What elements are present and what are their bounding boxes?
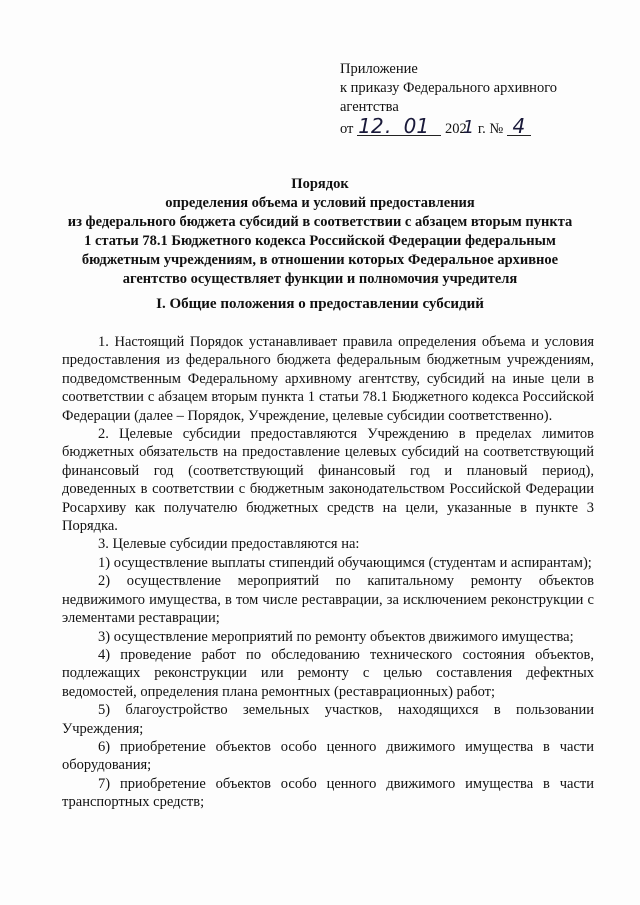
list-item: 5) благоустройство земельных участков, находящихся в пользовании Учреждения;: [62, 702, 594, 737]
list-item: 1) осуществление выплаты стипендий обучающимся (студентам и аспирантам);: [98, 554, 592, 571]
list-item: 6) приобретение объектов особо ценного движимого имущества в части оборудования;: [62, 738, 594, 774]
handwritten-month: 01: [391, 117, 441, 136]
title-line-3: из федерального бюджета субсидий в соответствии с абзацем вторым пункта: [67, 214, 573, 230]
date-separator: .: [385, 114, 392, 138]
section-title: I. Общие положения о предоставлении субсидий: [156, 296, 484, 312]
handwritten-day: 12: [358, 114, 384, 138]
title-line-5: бюджетным учреждениям, в отношении которых Федеральное архивное: [81, 252, 559, 268]
year-prefix: 202: [445, 121, 467, 137]
handwritten-year-digit: 1: [462, 117, 475, 138]
date-prefix: от: [340, 121, 354, 137]
appendix-header: [340, 60, 557, 139]
list-item: 7) приобретение объектов особо ценного движимого имущества в части транспортных средств;: [62, 775, 594, 811]
list-item: 4) проведение работ по обследованию технического состояния объектов, подлежащих реконструкции или ремонту с целью составления дефектных ведомостей, определения плана ремонтных (реставрационных) работ;: [62, 646, 594, 700]
list-item: 2) осуществление мероприятий по капитальному ремонту объектов недвижимого имущества, в том числе реставрации, за исключением реконструкции с элементами реставрации;: [62, 573, 594, 627]
paragraph: 3. Целевые субсидии предоставляются на:: [98, 536, 360, 553]
handwritten-order-number: 4: [507, 117, 531, 136]
title-line-4: 1 статьи 78.1 Бюджетного кодекса Российской Федерации федеральным: [84, 233, 556, 249]
title-line-6: агентство осуществляет функции и полномочия учредителя: [122, 271, 518, 287]
appendix-line-2: к приказу Федерального архивного: [340, 80, 558, 96]
title-line-2: определения объема и условий предоставления: [165, 195, 475, 211]
year-suffix: г. №: [477, 121, 504, 137]
paragraph: 1. Настоящий Порядок устанавливает правила определения объема и условия предоставления из федерального бюджета федеральным бюджетным учреждениям, подведомственным Федеральному архивному агентству, субсидий на иные цели в соответствии с абзацем вторым пункта 1 статьи 78.1 Бюджетного кодекса Российской Федерации (далее – Порядок, Учреждение, целевые субсидии соответственно).: [62, 334, 594, 424]
appendix-date-line: [340, 114, 557, 139]
document-body: [62, 333, 594, 812]
list-item: 3) осуществление мероприятий по ремонту объектов движимого имущества;: [98, 628, 574, 645]
appendix-line-1: Приложение: [340, 61, 418, 77]
document-title: [40, 175, 600, 289]
appendix-line-3: агентства: [340, 99, 399, 115]
title-line-1: Порядок: [291, 176, 349, 192]
paragraph: 2. Целевые субсидии предоставляются Учреждению в пределах лимитов бюджетных обязательств на предоставление целевых субсидий на соответствующий финансовый год (соответствующий финансовый год и плановый период), доведенных в соответствии с бюджетным законодательством Российской Федерации Росархиву как получателю бюджетных средств на цели, указанные в пункте 3 Порядка.: [62, 426, 594, 535]
